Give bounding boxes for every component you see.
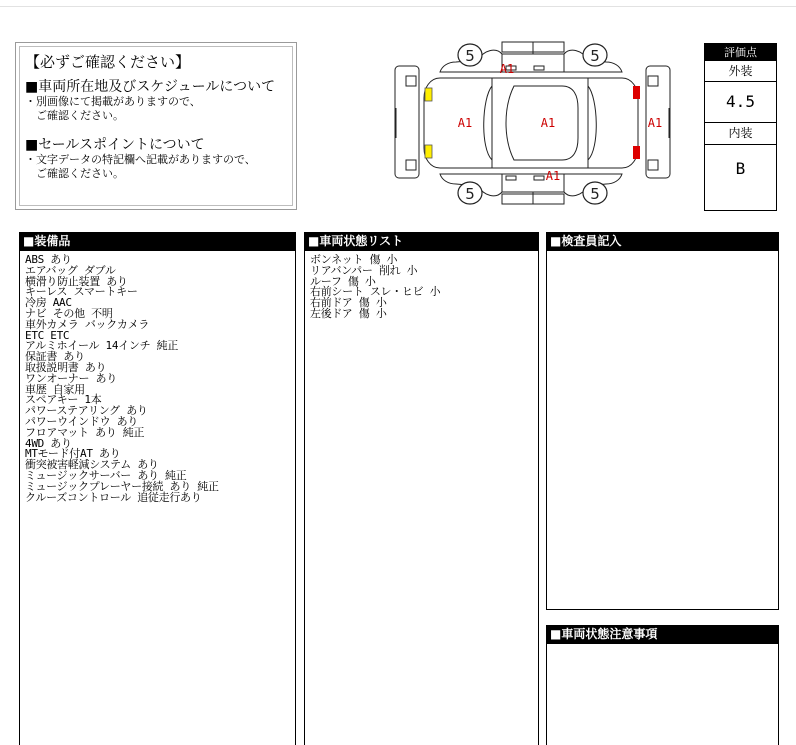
- list-item: 右前ドア 傷 小: [310, 296, 387, 310]
- list-item: 衝突被害軽減システム あり: [25, 458, 159, 472]
- tire-depth-front-right: 5: [465, 185, 475, 203]
- list-item: フロアマット あり 純正: [25, 425, 145, 439]
- interior-grade: B: [735, 159, 746, 178]
- inspector-panel: [546, 232, 779, 610]
- exterior-label: 外装: [705, 61, 776, 82]
- condition-panel: [304, 232, 539, 745]
- tire-depth-rear-right: 5: [590, 185, 600, 203]
- list-item: リアバンパー 削れ 小: [310, 263, 418, 277]
- list-item: 取扱説明書 あり: [25, 360, 107, 374]
- damage-mark-roof: A1: [540, 116, 556, 130]
- list-item: 右前シート スレ・ヒビ 小: [310, 285, 441, 299]
- list-item: MTモード付AT あり: [25, 447, 121, 461]
- list-item: ABS あり: [25, 253, 72, 266]
- rear-left-light: [633, 86, 640, 99]
- rear-right-light: [633, 146, 640, 159]
- list-item: 4WD あり: [25, 436, 72, 450]
- notice-box: [15, 42, 297, 210]
- list-item: 車歴 自家用: [25, 382, 85, 396]
- notes-header: ■車両状態注意事項: [547, 625, 778, 644]
- list-item: ボンネット 傷 小: [310, 253, 398, 266]
- list-item: 左後ドア 傷 小: [310, 306, 387, 320]
- tire-depth-rear-left: 5: [590, 47, 600, 65]
- list-item: ミュージックサーバー あり 純正: [25, 468, 187, 482]
- tire-depth-front-left: 5: [465, 47, 475, 65]
- list-item: キーレス スマートキー: [25, 285, 138, 299]
- grade-box: [704, 43, 777, 211]
- condition-header: ■車両状態リスト: [305, 232, 538, 251]
- list-item: エアバッグ ダブル: [25, 263, 116, 277]
- location-schedule-heading: ■車両所在地及びスケジュールについて: [25, 79, 276, 95]
- front-left-light: [425, 88, 432, 101]
- notice-inner: [19, 46, 293, 206]
- equipment-list: [20, 251, 295, 503]
- list-item: パワーステアリング あり: [25, 404, 148, 418]
- list-item: スペアキー 1本: [25, 393, 102, 407]
- damage-mark-left-door: A1: [499, 62, 515, 76]
- list-item: ミュージックプレーヤー接続 あり 純正: [25, 479, 219, 493]
- notice-title: 【必ずご確認ください】: [25, 53, 191, 71]
- sales-point-line: ・文字データの特記欄へ記載がありますので、: [25, 153, 256, 166]
- list-item: ナビ その他 不明: [25, 306, 113, 320]
- exterior-grade: 4.5: [705, 82, 776, 123]
- sales-point-heading: ■セールスポイントについて: [25, 137, 205, 153]
- damage-mark-right-door: A1: [545, 169, 561, 183]
- inspector-header: ■検査員記入: [547, 232, 778, 251]
- list-item: 車外カメラ バックカメラ: [25, 317, 150, 331]
- location-schedule-line: ご確認ください。: [25, 109, 124, 122]
- condition-list: [305, 251, 538, 320]
- equipment-panel: [19, 232, 296, 745]
- top-divider: [0, 6, 796, 7]
- list-item: 横滑り防止装置 あり: [25, 274, 128, 288]
- list-item: ETC ETC: [25, 328, 70, 342]
- sales-point-line: ご確認ください。: [25, 167, 124, 180]
- list-item: パワーウインドウ あり: [25, 414, 138, 428]
- equipment-header: ■装備品: [20, 232, 295, 251]
- car-damage-diagram: [392, 38, 672, 208]
- grade-header: 評価点: [705, 44, 776, 61]
- list-item: アルミホイール 14インチ 純正: [25, 339, 179, 353]
- list-item: ルーフ 傷 小: [310, 274, 376, 288]
- interior-label: 内装: [705, 123, 776, 145]
- list-item: ワンオーナー あり: [25, 371, 117, 385]
- list-item: 冷房 AAC: [25, 296, 72, 310]
- list-item: 保証書 あり: [25, 350, 85, 364]
- front-right-light: [425, 145, 432, 158]
- list-item: クルーズコントロール 追従走行あり: [25, 490, 202, 504]
- damage-mark-rear: A1: [647, 116, 663, 130]
- location-schedule-line: ・別画像にて掲載がありますので、: [25, 95, 201, 108]
- notes-panel: [546, 625, 779, 745]
- damage-mark-hood: A1: [457, 116, 473, 130]
